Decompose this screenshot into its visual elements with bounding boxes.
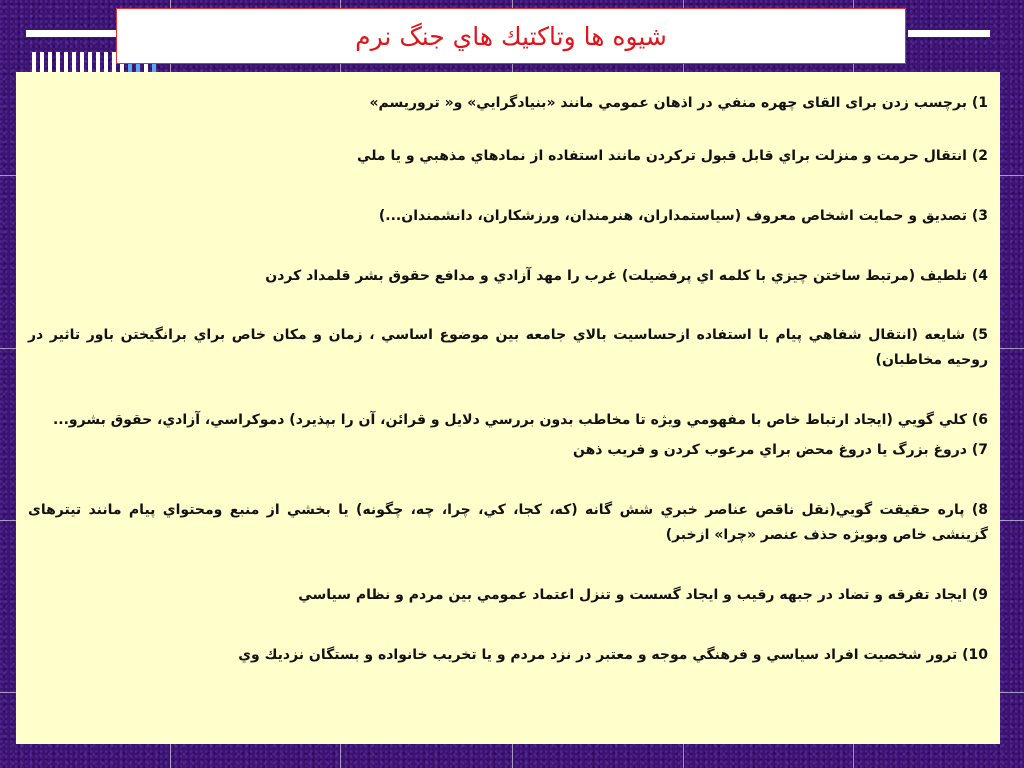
list-item: 4) تلطيف (مرتبط ساختن چيزي با كلمه اي پرفضيلت) غرب را مهد آزادي و مدافع حقوق بشر قلمداد كردن <box>265 268 988 284</box>
slide-content <box>16 72 1000 744</box>
list-item: 1) برچسب زدن برای القای چهره منفي در اذهان عمومي مانند «بنيادگرايي» و« تروريسم» <box>369 95 988 111</box>
decorative-band <box>908 30 990 37</box>
slide-title: شيوه ها وتاكتيك هاي جنگ نرم <box>355 21 667 51</box>
list-item: 10) ترور شخصيت افراد سياسي و فرهنگي موجه و معتبر در نزد مردم و يا تخريب خانواده و بستگان نزديك وي <box>238 647 988 663</box>
list-item: 7) دروغ بزرگ يا دروغ محض براي مرعوب كردن و فريب ذهن <box>572 442 988 458</box>
list-item: 6) كلي گويي (ايجاد ارتباط خاص با مفهومي ويژه تا مخاطب بدون بررسي دلايل و قرائن، آن را بپذيرد) دموكراسي، آزادي، حقوق بشرو... <box>52 412 988 428</box>
list-item: 9) ايجاد تفرقه و تضاد در جبهه رقيب و ايجاد گسست و تنزل اعتماد عمومي بين مردم و نظام سياسي <box>298 587 988 603</box>
list-item: 5) شايعه (انتقال شفاهي پيام با استفاده ازحساسيت بالاي جامعه بين موضوع اساسي ، زمان و مكان خاص براي برانگيختن باور تاثير در روحيه مخاطبان) <box>28 327 988 368</box>
list-item: 8) پاره حقيقت گويي(نقل ناقص عناصر خبري شش گانه (كه، كجا، كي، چرا، چه، چگونه) يا بخشي از منبع ومحتواي پيام مانند تيترهای گزينشی خاص وبويژه حذف عنصر «چرا» ازخبر) <box>28 502 988 543</box>
list-item: 2) انتقال حرمت و منزلت براي قابل قبول تركردن مانند استفاده از نمادهاي مذهبي و يا ملي <box>357 148 988 164</box>
decorative-band <box>26 30 116 37</box>
slide-title-box <box>116 8 906 64</box>
list-item: 3) تصديق و حمايت اشخاص معروف (سياستمداران، هنرمندان، ورزشكاران، دانشمندان...) <box>378 208 988 224</box>
